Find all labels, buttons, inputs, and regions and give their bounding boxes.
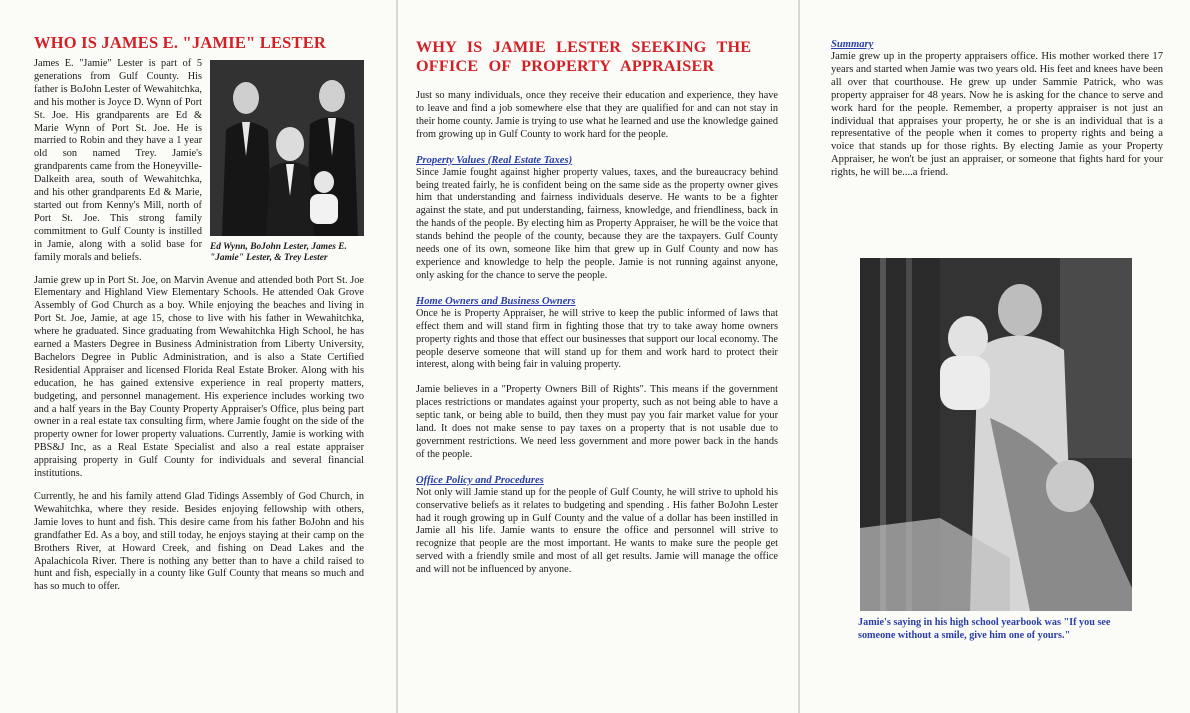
platform-paragraph: Once he is Property Appraiser, he will strive to keep the public informed of laws that effect them and will stand firm in fighting those that try to take away home owners property rights and those that effect our businesses that support our local economy. The people deserve someone that will stand up for them and work hard to protect their interest, along with being fair in valuing property. [416,307,778,371]
family-photo-caption: Ed Wynn, BoJohn Lester, James E. "Jamie" Lester, & Trey Lester [210,242,347,264]
platform-paragraph: Since Jamie fought against higher property values, taxes, and the bureaucracy behind being treated fairly, he is confident being on the same side as the property owner gives him that understanding and fairness individuals deserve. He wants to be a fighter against the state, and put understanding, fairness, knowledge, and friendliness, back in the hands of the people. By electing him as Property Appraiser, he will be the voice that stands behind the people of the county, because they are the taxpayers. Gulf County needs one of its own, someone like him that grew up in Gulf County and now has experience and knowledge to help the people. Jamie is not running against anyone, only asking for the chance to serve the people. [416,166,778,281]
yearbook-photo-caption: Jamie's saying in his high school yearbook was "If you see someone without a smile, give him one of yours." [858,617,1111,641]
yearbook-photo [860,258,1132,611]
yearbook-photo-image [860,258,1132,611]
family-photo [210,60,364,236]
platform-paragraph: Jamie believes in a "Property Owners Bill of Rights". This means if the government places restrictions or mandates against your property, such as not being able to have a septic tank, or being able to build, then they must pay you fair market value for your land. It does not make sense to pay taxes on a property that is not usable due to government restrictions. We need less government and more power back in the hands of the people. [416,384,778,460]
bio-paragraph: Currently, he and his family attend Glad Tidings Assembly of God Church, in Wewahitchka, where they reside. Besides enjoying fellowship with others, Jamie loves to hunt and fish. This desire came from his father BoJohn and his grandfather Ed. As a boy, and still today, he enjoys staying at their camp on the Brothers River, at Howard Creek, and fishing on Dead Lakes and the Apalachicola River. There is nothing any better than to have a child raised to hunt and fish, especially in a county like Gulf County that means so much and has so much to offer. [34,491,364,593]
intro-paragraph: Just so many individuals, once they receive their education and experience, they have to leave and find a job somewhere else that they are qualified for and can not stay in their home county. Jamie is trying to use what he learned and use the knowledge gained from growing up in Gulf County to work hard for the people. [416,90,778,140]
platform-section [416,90,778,577]
bio-paragraph: James E. "Jamie" Lester is part of 5 generations from Gulf County. His father is BoJohn Lester of Wewahitchka, and his mother is Joyce D. Wynn of Port St. Joe. His grandparents are Ed & Marie Wynn of Port St. Joe. He is married to Robin and they have a 1 year old son named Trey. Jamie's grandparents came from the Honeyville-Dalkeith area, south of Wewahitchka, and his other grandparents Ed & Marie, started out from Kenny's Mill, north of Port St. Joe. This strong family commitment to Gulf County is instilled in Jamie, along with a solid base for family morals and beliefs. [34,58,202,263]
summary-section [831,38,1163,180]
subheading-summary: Summary [831,39,874,50]
subheading-office-policy: Office Policy and Procedures [416,474,544,486]
subheading-property-values: Property Values (Real Estate Taxes) [416,154,573,166]
page-title: WHO IS JAMES E. "JAMIE" LESTER [34,33,327,52]
platform-paragraph: Not only will Jamie stand up for the people of Gulf County, he will strive to uphold his conservative beliefs as it relates to budgeting and spending . His father BoJohn Lester had it rough growing up in Gulf County and the value of a dollar has been instilled in Jamie all his life. Jamie wants to ensure the office and personnel will strive to recognize that people are the most important. He wants to make sure the people get served with a friendly smile and most of all get results. Jamie will manage the office and will not be influenced by anyone. [416,486,778,576]
bio-paragraph: Jamie grew up in Port St. Joe, on Marvin Avenue and attended both Port St. Joe Elementary and Highland View Elementary Schools. He attended Oak Grove Assembly of God Church as a boy. While enjoying the beaches and living in Port St. Joe, Jamie, at age 15, chose to live with his father in Wewahitchka, where he graduated. Since graduating from Wewahitchka High School, he has earned a Masters Degree in Business Administration from Liberty University, Bachelors Degree in Public Administration, and is also a State Certified Residential Appraiser and licensed Florida Real Estate Broker. Along with his education, he has gained extensive experience in real property matters, budgeting, and personnel management. His experience includes working two and a half years in the Bay County Property Appraiser's Office, plus being part owner in a real estate tax consulting firm, where Jamie fought on the side of the property owner for lower property valuations. Currently, Jamie is working with PBS&J Inc, as a Real Estate Specialist and also a real estate appraiser appraising property in Gulf County for individuals and several financial institutions. [34,274,364,480]
subheading-home-owners: Home Owners and Business Owners [416,295,576,307]
section-title: WHY IS JAMIE LESTER SEEKING THE OFFICE OF PROPERTY APPRAISER [416,38,752,75]
family-photo-figure [210,60,364,265]
summary-paragraph: Jamie grew up in the property appraisers office. His mother worked there 17 years and started when Jamie was two years old. His feet and knees have been all over that courthouse. He grew up under Sammie Patrick, who was property appraiser for 48 years. Now he is asking for the chance to serve and work hard for the people. Remember, a property appraiser is not just an individual that appraises your property, he or she is an individual that is a representative of the people when it comes to property rights and being a voice that stands up for those rights. By electing Jamie as your Property Appraiser, he won't be just an appraiser, or someone that fights hard for your rights, he will be....a friend. [831,51,1163,179]
family-photo-image [210,60,364,236]
biography-section [34,58,364,594]
